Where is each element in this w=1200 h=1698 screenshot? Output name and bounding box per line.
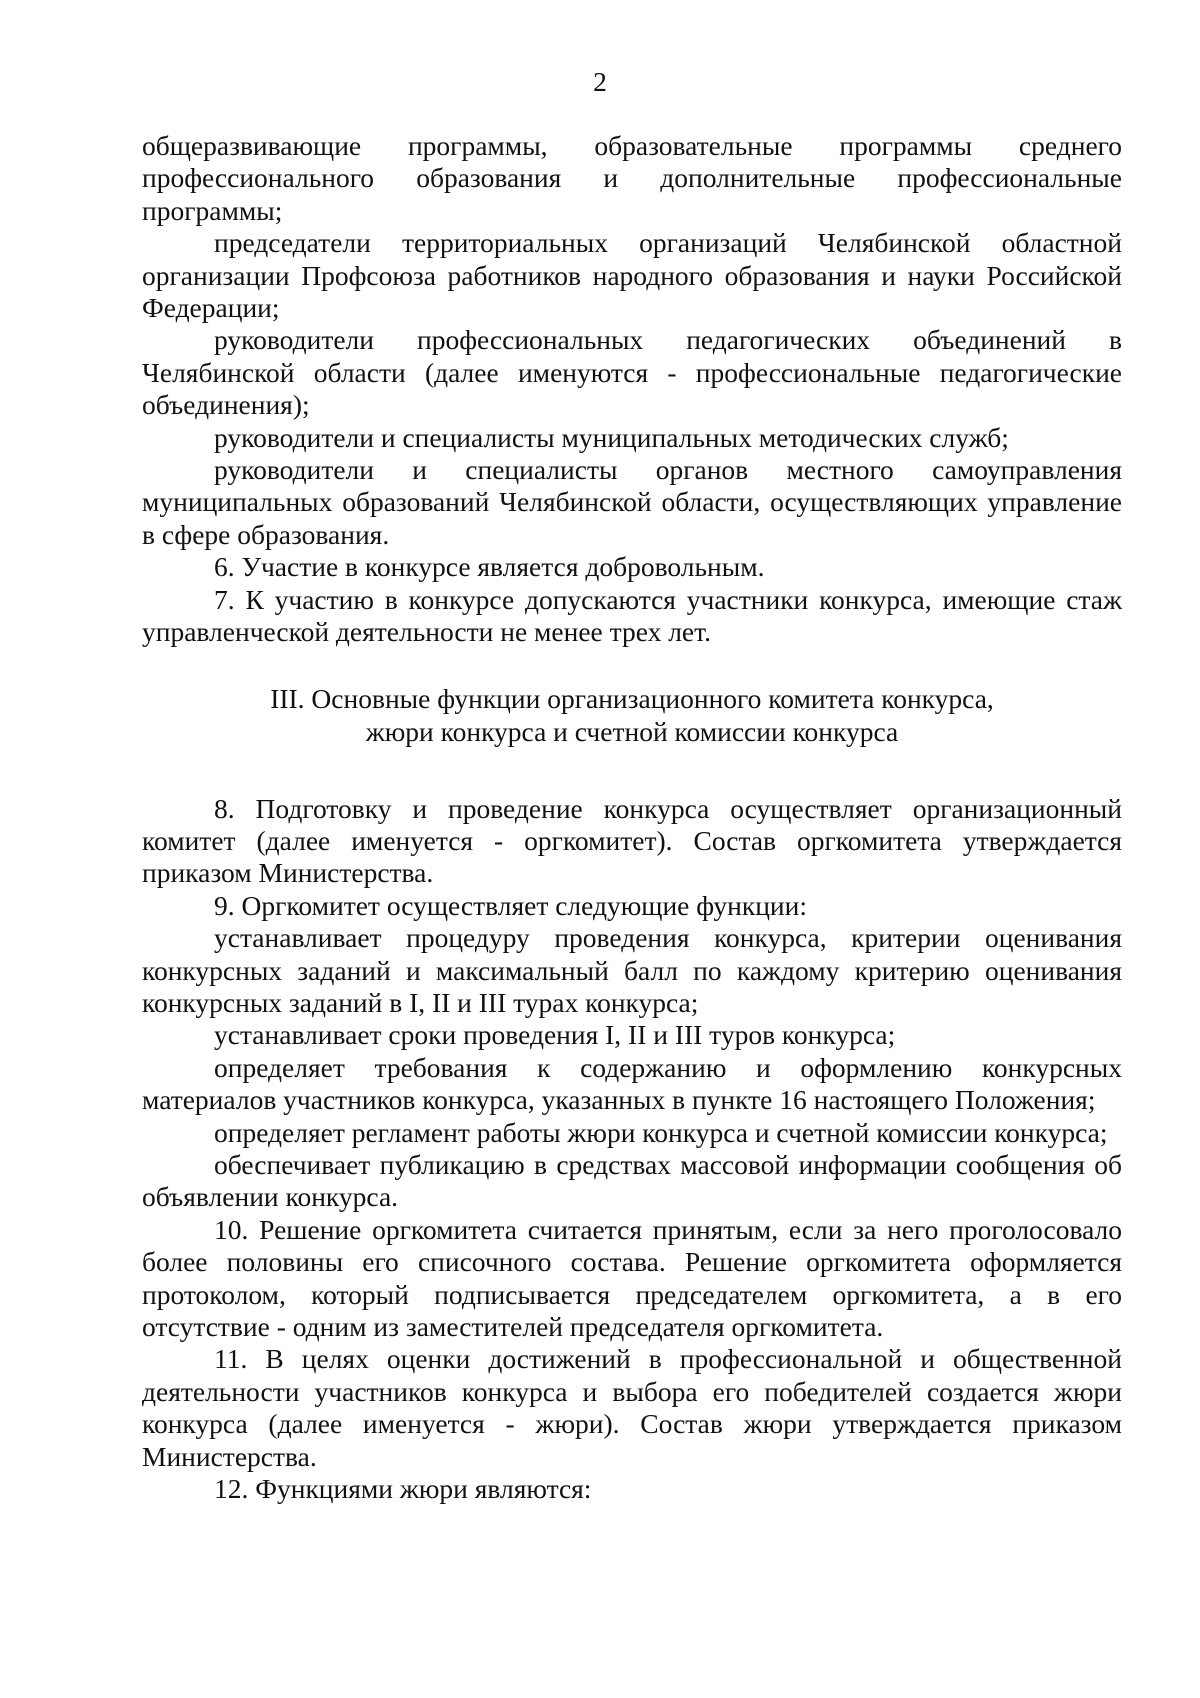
paragraph-deadlines: устанавливает сроки проведения I, II и III туров конкурса;: [214, 1019, 896, 1051]
paragraph-program-types: общеразвивающие программы, образовательные программы среднего профессионального образования и дополнительные профессиональные программы;: [142, 130, 1122, 226]
section-heading-line-1: III. Основные функции организационного комитета конкурса,: [270, 682, 994, 714]
page-number: 2: [593, 66, 607, 97]
paragraph-item-12: 12. Функциями жюри являются:: [214, 1473, 592, 1505]
paragraph-pedagogical-associations: руководители профессиональных педагогических объединений в Челябинской области (далее именуются - профессиональные педагогические объединения);: [142, 324, 1122, 421]
paragraph-procedure: устанавливает процедуру проведения конкурса, критерии оценивания конкурсных заданий и максимальный балл по каждому критерию оценивания конкурсных заданий в I, II и III турах конкурса;: [142, 922, 1122, 1018]
paragraph-item-9: 9. Оргкомитет осуществляет следующие функции:: [214, 889, 808, 921]
paragraph-item-7: 7. К участию в конкурсе допускаются участники конкурса, имеющие стаж управленческой деятельности не менее трех лет.: [142, 583, 1122, 648]
document-body: [142, 130, 1122, 1505]
paragraph-local-government: руководители и специалисты органов местного самоуправления муниципальных образований Челябинской области, осуществляющих управление в сфере образования.: [142, 454, 1122, 550]
paragraph-publication: обеспечивает публикацию в средствах массовой информации сообщения об объявлении конкурса.: [142, 1148, 1122, 1213]
paragraph-item-11: 11. В целях оценки достижений в профессиональной и общественной деятельности участников конкурса и выбора его победителей создается жюри конкурса (далее именуется - жюри). Состав жюри утверждается приказом Министерства.: [142, 1343, 1122, 1472]
paragraph-regulations: определяет регламент работы жюри конкурса и счетной комиссии конкурса;: [214, 1116, 1108, 1148]
paragraph-item-10: 10. Решение оргкомитета считается принятым, если за него проголосовало более половины его списочного состава. Решение оргкомитета оформляется протоколом, который подписывается председателем оргкомитета, а в его отсутствие - одним из заместителей председателя оргкомитета.: [142, 1213, 1122, 1342]
paragraph-union-chairs: председатели территориальных организаций Челябинской областной организации Профсоюза работников народного образования и науки Российской Федерации;: [142, 227, 1122, 324]
section-heading-line-2: жюри конкурса и счетной комиссии конкурса: [365, 715, 899, 747]
section-heading: [142, 682, 1122, 748]
paragraph-item-6: 6. Участие в конкурсе является добровольным.: [214, 551, 765, 583]
paragraph-requirements: определяет требования к содержанию и оформлению конкурсных материалов участников конкурса, указанных в пункте 16 настоящего Положения;: [142, 1051, 1122, 1116]
paragraph-item-8: 8. Подготовку и проведение конкурса осуществляет организационный комитет (далее именуется - оргкомитет). Состав оргкомитета утверждается приказом Министерства.: [142, 792, 1122, 889]
paragraph-methodical-services: руководители и специалисты муниципальных методических служб;: [214, 421, 1009, 453]
